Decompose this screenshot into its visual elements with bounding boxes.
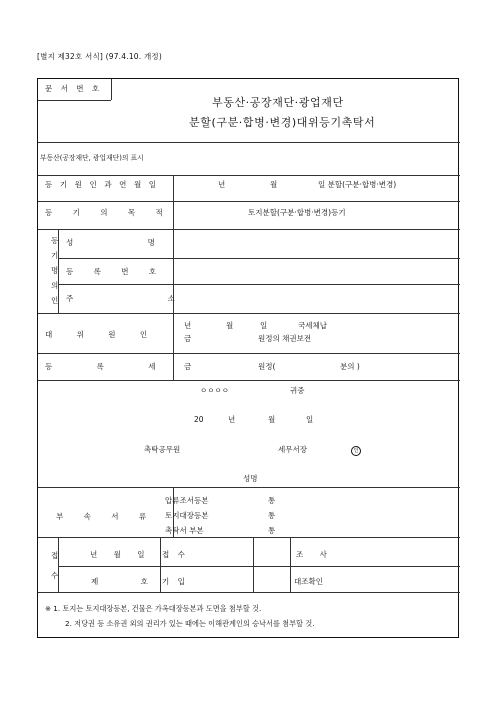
entry-label: 기 입 bbox=[162, 577, 185, 586]
receipt-char-1: 접 bbox=[51, 551, 59, 560]
cause-label: 등 기 원 인 과 연 월 일 bbox=[45, 180, 159, 189]
subrogee-tail: 국세체납 bbox=[298, 321, 327, 330]
verify-label: 대조확인 bbox=[294, 577, 323, 586]
nominee-char-4: 의 bbox=[51, 281, 59, 290]
receipt-label: 접 수 bbox=[162, 550, 185, 559]
note-2: 2. 저당권 등 소유권 외의 권리가 있는 때에는 이해관계인의 승낙서를 첨부할 것. bbox=[65, 619, 315, 628]
date-year: 년 bbox=[228, 415, 236, 424]
tax-tail: 분의 ) bbox=[340, 362, 360, 371]
office-head: 세무서장 bbox=[278, 445, 307, 454]
date-month: 월 bbox=[268, 415, 276, 424]
page-title: 부동산·공장재단·광업재단 bbox=[212, 96, 344, 109]
tax-mid: 원정( bbox=[258, 362, 276, 371]
subrogee-amount-prefix: 금 bbox=[184, 334, 192, 343]
officer-label: 촉탁공무원 bbox=[144, 445, 181, 454]
nominee-char-2: 기 bbox=[51, 251, 59, 260]
note-1: ※ 1. 토지는 토지대장등본, 건물은 가옥대장등본과 도면을 첨부할 것. bbox=[45, 604, 262, 613]
seal-icon: 인 bbox=[351, 446, 361, 456]
attachment-3-unit: 통 bbox=[268, 526, 276, 535]
attachment-1-name: 압류조서등본 bbox=[165, 496, 209, 505]
subrogee-day: 일 bbox=[260, 321, 268, 330]
attachment-3-name: 촉탁서 부본 bbox=[165, 526, 204, 535]
date-day: 일 bbox=[306, 415, 314, 424]
nominee-regno-label: 등 록 번 호 bbox=[66, 267, 157, 276]
nominee-char-1: 등 bbox=[51, 236, 59, 245]
purpose-label: 등 기 의 목 적 bbox=[45, 208, 163, 217]
subrogee-label: 대 위 원 인 bbox=[45, 330, 148, 339]
nominee-name-label: 성 명 bbox=[66, 238, 155, 247]
cause-month: 월 bbox=[270, 180, 278, 189]
addressee-name: ㅇㅇㅇㅇ bbox=[200, 386, 229, 395]
purpose-value: 토지분할(구분·합병·변경)등기 bbox=[248, 208, 346, 217]
nominee-char-3: 명 bbox=[51, 266, 59, 275]
subrogee-year: 년 bbox=[184, 321, 192, 330]
nominee-char-5: 인 bbox=[51, 296, 59, 305]
tax-label: 등 록 세 bbox=[45, 362, 156, 371]
tax-prefix: 금 bbox=[184, 362, 192, 371]
investigation-label: 조 사 bbox=[296, 550, 327, 559]
addressee-honorific: 귀중 bbox=[290, 386, 305, 395]
nominee-address-label: 주 소 bbox=[66, 294, 175, 303]
subrogee-month: 월 bbox=[226, 321, 234, 330]
cause-year: 년 bbox=[218, 180, 226, 189]
receipt-date: 년 월 일 bbox=[90, 550, 145, 559]
doc-number-label: 문 서 번 호 bbox=[45, 84, 103, 93]
receipt-char-2: 수 bbox=[51, 571, 59, 580]
subrogee-amount-tail: 원정의 채권보전 bbox=[258, 334, 312, 343]
attachments-label: 부 속 서 류 bbox=[56, 512, 147, 521]
signature-label: 성명 bbox=[243, 474, 258, 483]
page-subtitle: 분할(구분·합병·변경)대위등기촉탁서 bbox=[189, 116, 376, 129]
form-number: [별지 제32호 서식] (97.4.10. 개정) bbox=[37, 52, 162, 61]
cause-day: 일 분할(구분·합병·변경) bbox=[318, 180, 397, 189]
attachment-1-unit: 통 bbox=[268, 496, 276, 505]
property-label: 부동산(공장재단, 광업재단)의 표시 bbox=[40, 154, 144, 162]
attachment-2-unit: 통 bbox=[268, 511, 276, 520]
attachment-2-name: 토지대장등본 bbox=[165, 511, 209, 520]
receipt-number: 제 호 bbox=[91, 577, 148, 586]
date-prefix: 20 bbox=[194, 415, 204, 424]
seal-mark bbox=[351, 445, 361, 456]
